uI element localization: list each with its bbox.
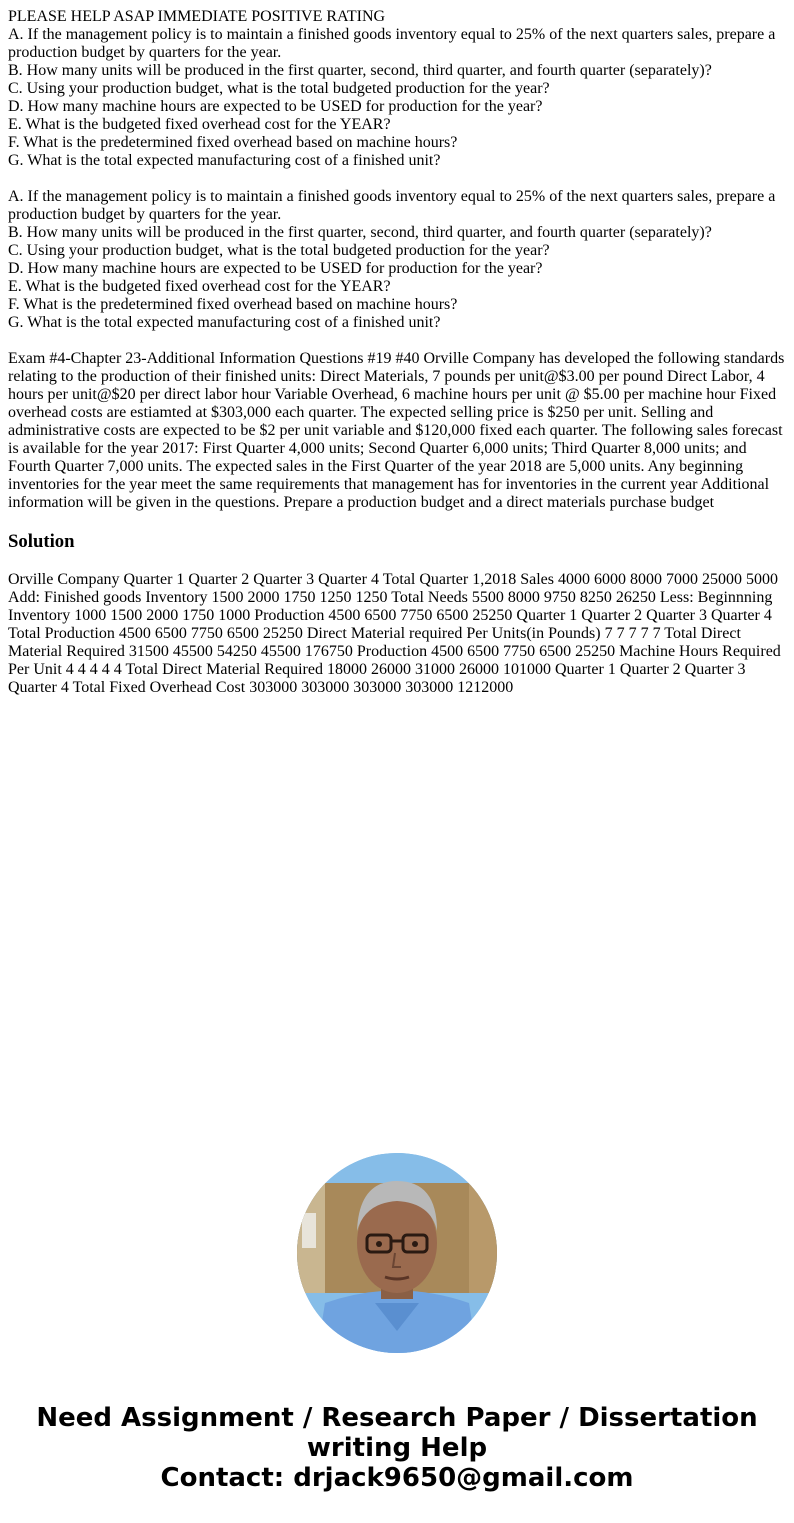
question-part-a: A. If the management policy is to maintain a finished goods inventory equal to 25% of the next quarters sales, prepare a production budget by quarters for the year. (8, 26, 776, 61)
question-part-e: E. What is the budgeted fixed overhead cost for the YEAR? (8, 116, 391, 133)
solution-body: Orville Company Quarter 1 Quarter 2 Quarter 3 Quarter 4 Total Quarter 1,2018 Sales 4000 6000 8000 7000 25000 5000 Add: Finished goods Inventory 1500 2000 1750 1250 1250 Total Needs 5500 8000 9750 8250 26250 Less: Beginnning Inventory 1000 1500 2000 1750 1000 Production 4500 6500 7750 6500 25250 Quarter 1 Quarter 2 Quarter 3 Quarter 4 Total Production 4500 6500 7750 6500 25250 Direct Material required Per Units(in Pounds) 7 7 7 7 7 Total Direct Material Required 31500 45500 54250 45500 176750 Production 4500 6500 7750 6500 25250 Machine Hours Required Per Unit 4 4 4 4 4 Total Direct Material Required 18000 26000 31000 26000 101000 Quarter 1 Quarter 2 Quarter 3 Quarter 4 Total Fixed Overhead Cost 303000 303000 303000 303000 1212000 (8, 571, 781, 696)
question-part-f: F. What is the predetermined fixed overhead based on machine hours? (8, 134, 458, 151)
solution-heading: Solution (8, 531, 75, 552)
exam-info-block (8, 350, 788, 512)
question-part-d: D. How many machine hours are expected to be USED for production for the year? (8, 260, 543, 277)
promo-banner (0, 1403, 794, 1493)
question-part-g: G. What is the total expected manufacturing cost of a finished unit? (8, 314, 441, 331)
question-part-f: F. What is the predetermined fixed overhead based on machine hours? (8, 296, 458, 313)
question-part-d: D. How many machine hours are expected to be USED for production for the year? (8, 98, 543, 115)
question-block-1 (8, 8, 788, 170)
avatar (297, 1153, 497, 1353)
exam-info-text: Exam #4-Chapter 23-Additional Information Questions #19 #40 Orville Company has developed the following standards relating to the production of their finished units: Direct Materials, 7 pounds per unit@$3.00 per pound Direct Labor, 4 hours per unit@$20 per direct labor hour Variable Overhead, 6 machine hours per unit @ $5.00 per machine hour Fixed overhead costs are estiamted at $303,000 each quarter. The expected selling price is $250 per unit. Selling and administrative costs are expected to be $2 per unit variable and $120,000 fixed each quarter. The following sales forecast is available for the year 2017: First Quarter 4,000 units; Second Quarter 6,000 units; Third Quarter 8,000 units; and Fourth Quarter 7,000 units. The expected sales in the First Quarter of the year 2018 are 5,000 units. Any beginning inventories for the year meet the same requirements that management has for inventories in the current year Additional information will be given in the questions. Prepare a production budget and a direct materials purchase budget (8, 350, 785, 511)
question-part-c: C. Using your production budget, what is the total budgeted production for the year? (8, 80, 550, 97)
person-photo-icon (297, 1153, 497, 1353)
question-title: PLEASE HELP ASAP IMMEDIATE POSITIVE RATING (8, 8, 386, 25)
promo-contact: Contact: drjack9650@gmail.com (160, 1463, 634, 1493)
question-part-c: C. Using your production budget, what is the total budgeted production for the year? (8, 242, 550, 259)
question-part-b: B. How many units will be produced in the first quarter, second, third quarter, and fourth quarter (separately)? (8, 62, 712, 79)
document-content (8, 8, 788, 697)
question-part-b: B. How many units will be produced in the first quarter, second, third quarter, and fourth quarter (separately)? (8, 224, 712, 241)
question-part-g: G. What is the total expected manufacturing cost of a finished unit? (8, 152, 441, 169)
question-part-e: E. What is the budgeted fixed overhead cost for the YEAR? (8, 278, 391, 295)
question-part-a: A. If the management policy is to maintain a finished goods inventory equal to 25% of the next quarters sales, prepare a production budget by quarters for the year. (8, 188, 776, 223)
promo-line-2: writing Help (306, 1433, 488, 1463)
promo-line-1: Need Assignment / Research Paper / Dissertation (36, 1403, 758, 1433)
question-block-2 (8, 188, 788, 332)
